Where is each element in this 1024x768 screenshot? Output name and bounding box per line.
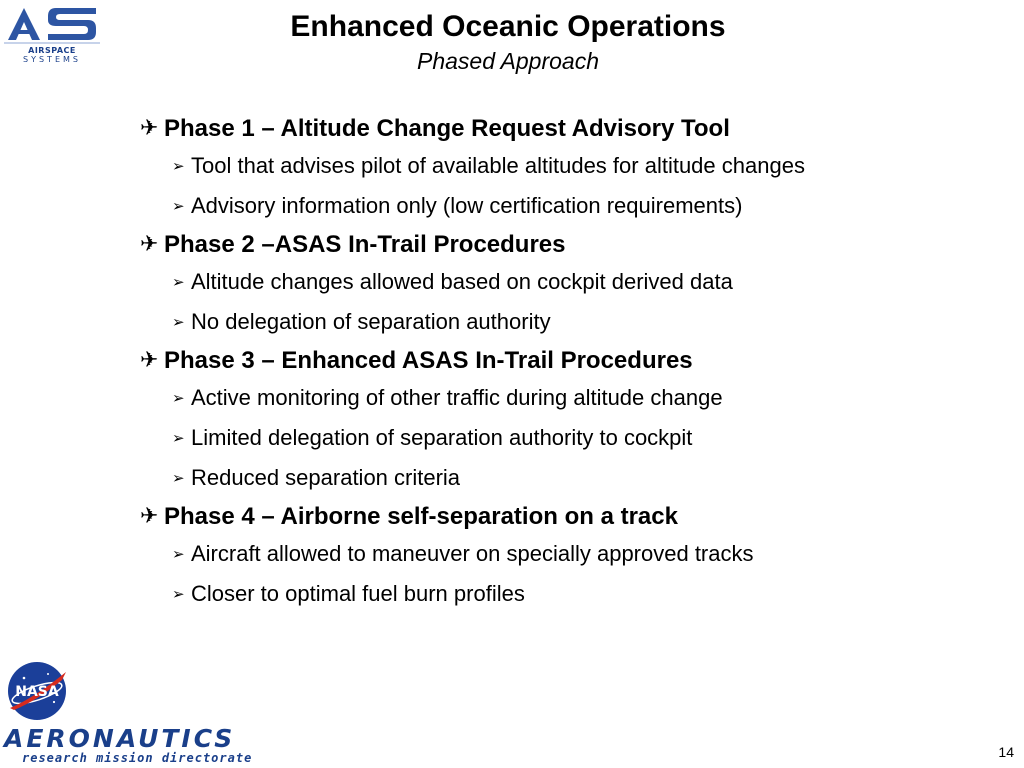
arrowhead-icon: ➢ [172,157,185,175]
aeronautics-wordmark: AERONAUTICS [4,724,236,753]
arrowhead-icon: ➢ [172,197,185,215]
research-mission-directorate-text: research mission directorate [22,751,253,765]
phase-3 [140,344,1000,498]
phase-label: Phase 3 – Enhanced ASAS In-Trail Procedures [164,347,693,374]
list-item-text: Reduced separation criteria [191,465,461,490]
airplane-icon: ✈ [140,504,159,529]
list-item [140,534,1000,574]
list-item [140,302,1000,342]
page-number: 14 [998,744,1014,760]
arrowhead-icon: ➢ [172,313,185,331]
phase-label: Phase 4 – Airborne self-separation on a track [164,503,678,530]
phase-heading [140,500,1000,534]
arrowhead-icon: ➢ [172,545,185,563]
phase-2 [140,228,1000,342]
phase-list [140,110,1000,614]
list-item [140,574,1000,614]
airplane-icon: ✈ [140,348,159,373]
phase-label: Phase 2 –ASAS In-Trail Procedures [164,231,566,258]
logo-systems-text: SYSTEMS [23,55,81,64]
list-item [140,186,1000,226]
phase-1 [140,112,1000,226]
arrowhead-icon: ➢ [172,273,185,291]
slide-subtitle: Phased Approach [416,48,599,74]
list-item-text: No delegation of separation authority [191,309,551,334]
arrowhead-icon: ➢ [172,585,185,603]
list-item-text: Aircraft allowed to maneuver on specially approved tracks [191,541,754,566]
airplane-icon: ✈ [140,116,159,141]
list-item-text: Closer to optimal fuel burn profiles [191,581,525,606]
list-item-text: Active monitoring of other traffic during altitude change [191,385,723,410]
nasa-logo-icon [4,658,70,724]
phase-4 [140,500,1000,614]
slide-title: Enhanced Oceanic Operations [290,10,726,43]
arrowhead-icon: ➢ [172,469,185,487]
list-item [140,458,1000,498]
phase-label: Phase 1 – Altitude Change Request Advisory Tool [164,115,730,142]
phase-heading [140,344,1000,378]
logo-airspace-text: AIRSPACE [28,46,76,55]
arrowhead-icon: ➢ [172,429,185,447]
nasa-text: NASA [15,684,59,700]
phase-heading [140,228,1000,262]
list-item-text: Tool that advises pilot of available altitudes for altitude changes [191,153,805,178]
list-item-text: Limited delegation of separation authority to cockpit [191,425,693,450]
list-item-text: Altitude changes allowed based on cockpit derived data [191,269,733,294]
list-item [140,378,1000,418]
list-item [140,418,1000,458]
list-item [140,146,1000,186]
arrowhead-icon: ➢ [172,389,185,407]
list-item-text: Advisory information only (low certification requirements) [191,193,743,218]
phase-heading [140,112,1000,146]
list-item [140,262,1000,302]
airplane-icon: ✈ [140,232,159,257]
